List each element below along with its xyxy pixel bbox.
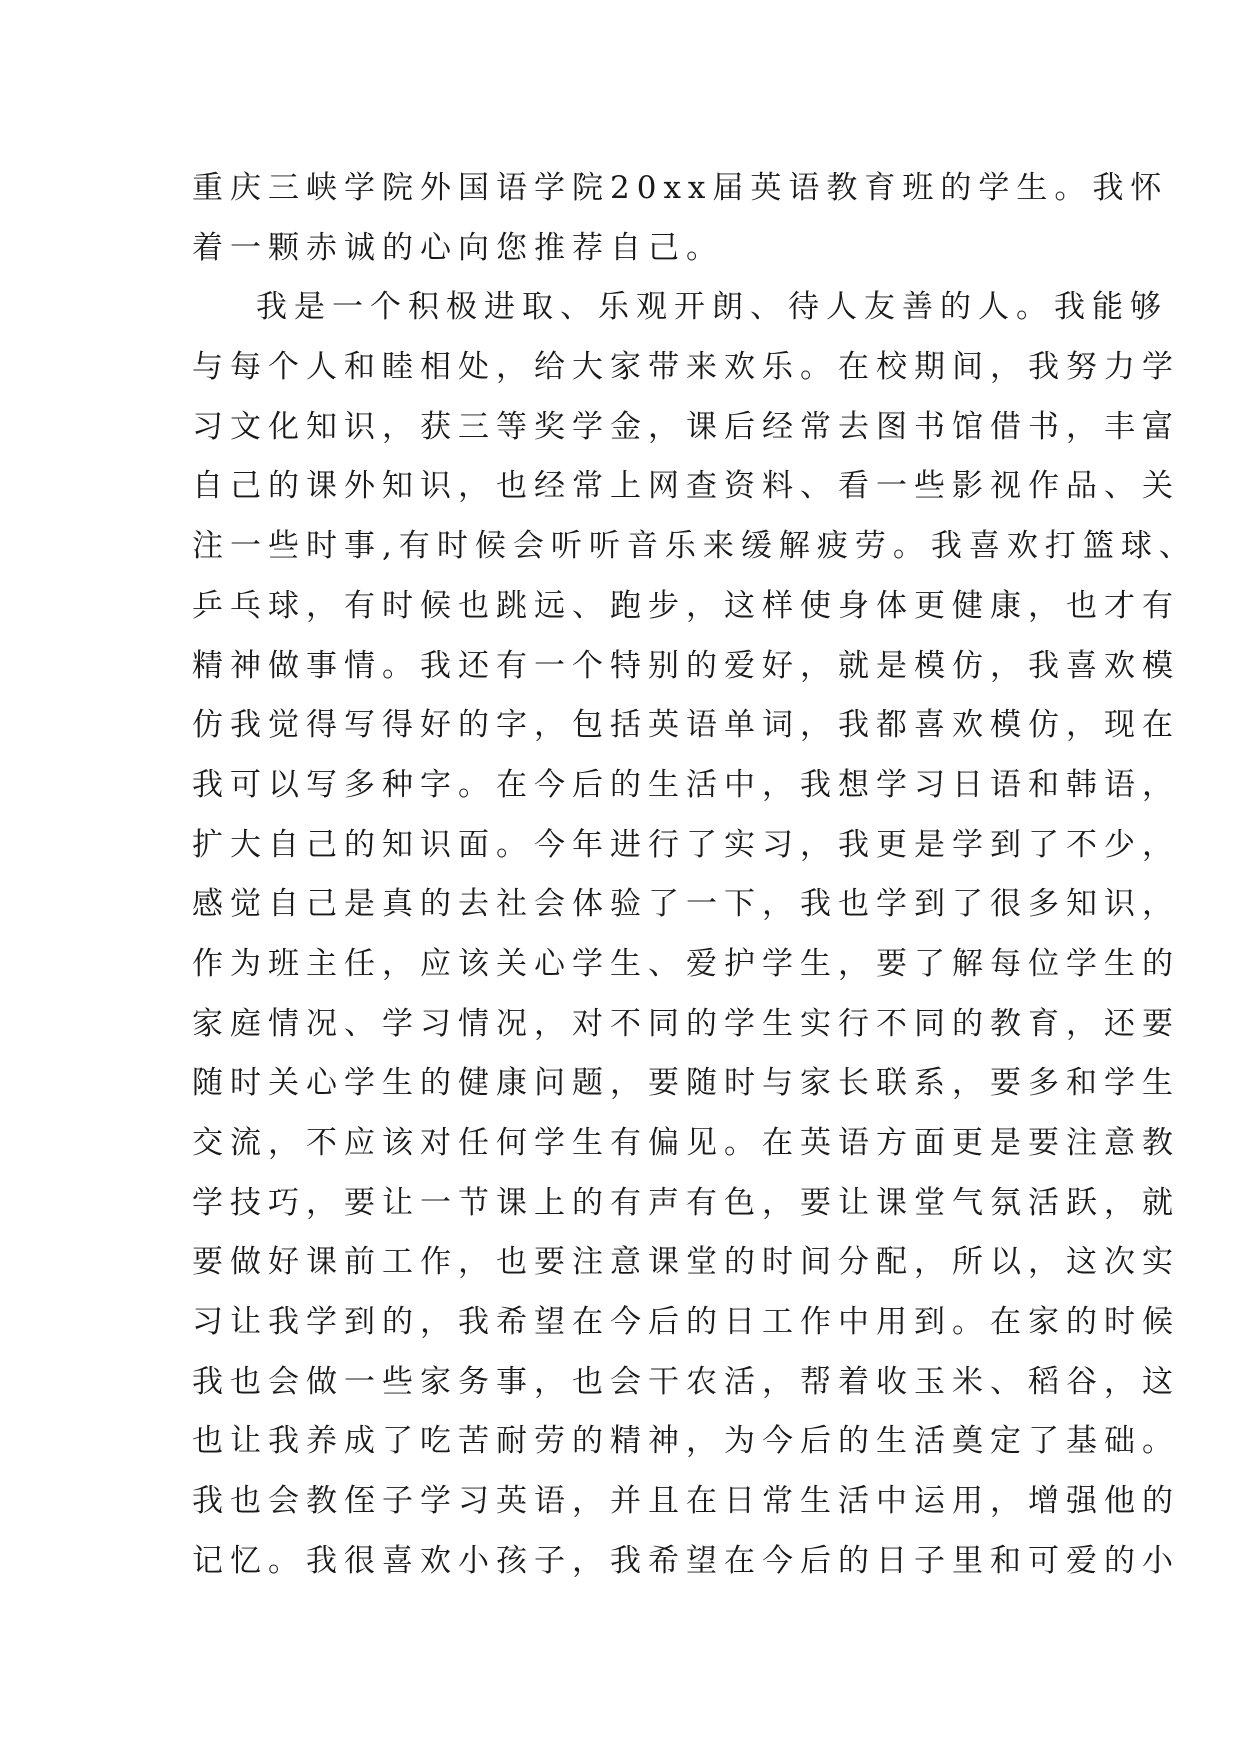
text-line: 乒乓球，有时候也跳远、跑步，这样使身体更健康，也才有 bbox=[192, 587, 1180, 624]
text-line: 交流，不应该对任何学生有偏见。在英语方面更是要注意教 bbox=[192, 1125, 1180, 1161]
body-text bbox=[192, 159, 1197, 1592]
text-line: 作为班主任，应该关心学生、爱护学生，要了解每位学生的 bbox=[192, 945, 1180, 982]
text-line: 家庭情况、学习情况，对不同的学生实行不同的教育，还要 bbox=[192, 1005, 1180, 1042]
text-line: 仿我觉得写得好的字，包括英语单词，我都喜欢模仿，现在 bbox=[192, 707, 1180, 744]
text-line: 精神做事情。我还有一个特别的爱好，就是模仿，我喜欢模 bbox=[192, 647, 1180, 684]
text-line: 我也会做一些家务事，也会干农活，帮着收玉米、稻谷，这 bbox=[192, 1363, 1180, 1400]
paragraph-1 bbox=[192, 159, 1169, 278]
text-line: 注一些时事,有时候会听听音乐来缓解疲劳。我喜欢打篮球、 bbox=[192, 528, 1197, 565]
text-line: 习文化知识，获三等奖学金，课后经常去图书馆借书，丰富 bbox=[192, 408, 1180, 445]
text-line: 我是一个积极进取、乐观开朗、待人友善的人。我能够 bbox=[256, 289, 1168, 326]
paragraph-2 bbox=[192, 278, 1197, 1591]
text-line: 自己的课外知识，也经常上网查资料、看一些影视作品、关 bbox=[192, 468, 1180, 505]
text-line: 要做好课前工作，也要注意课堂的时间分配，所以，这次实 bbox=[192, 1244, 1180, 1281]
text-line: 习让我学到的，我希望在今后的日工作中用到。在家的时候 bbox=[192, 1304, 1180, 1341]
text-line: 我也会教侄子学习英语，并且在日常生活中运用，增强他的 bbox=[192, 1483, 1180, 1520]
text-line: 随时关心学生的健康问题，要随时与家长联系，要多和学生 bbox=[192, 1065, 1180, 1102]
text-line: 扩大自己的知识面。今年进行了实习，我更是学到了不少， bbox=[192, 826, 1180, 863]
text-line: 记忆。我很喜欢小孩子，我希望在今后的日子里和可爱的小 bbox=[192, 1542, 1180, 1579]
text-line: 与每个人和睦相处，给大家带来欢乐。在校期间，我努力学 bbox=[192, 349, 1180, 386]
text-line: 我可以写多种字。在今后的生活中，我想学习日语和韩语， bbox=[192, 766, 1180, 803]
text-line: 感觉自己是真的去社会体验了一下，我也学到了很多知识， bbox=[192, 886, 1180, 923]
text-line: 重庆三峡学院外国语学院20xx届英语教育班的学生。我怀 bbox=[192, 170, 1169, 206]
text-line: 着一颗赤诚的心向您推荐自己。 bbox=[192, 229, 724, 266]
text-line: 也让我养成了吃苦耐劳的精神，为今后的生活奠定了基础。 bbox=[192, 1423, 1180, 1460]
text-line: 学技巧，要让一节课上的有声有色，要让课堂气氛活跃，就 bbox=[192, 1184, 1180, 1221]
